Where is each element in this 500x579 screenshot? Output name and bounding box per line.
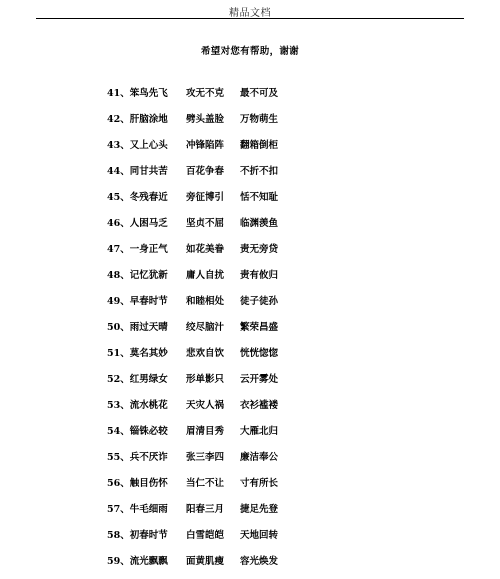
idiom-text: 冲锋陷阵	[186, 140, 225, 151]
idiom-text: 53、流水桃花	[107, 400, 168, 411]
idiom-text: 容光焕发	[240, 556, 279, 567]
list-item	[107, 319, 407, 345]
list-item	[107, 137, 407, 163]
list-item	[107, 293, 407, 319]
idiom-text: 如花美眷	[186, 244, 225, 255]
list-item	[107, 345, 407, 371]
idiom-text: 不折不扣	[240, 166, 279, 177]
idiom-text: 43、又上心头	[107, 140, 168, 151]
idiom-text: 51、莫名其妙	[107, 348, 168, 359]
idiom-text: 恬不知耻	[240, 192, 279, 203]
idiom-text: 50、雨过天晴	[107, 322, 168, 333]
list-item	[107, 423, 407, 449]
idiom-text: 衣衫褴褛	[240, 400, 279, 411]
idiom-text: 绞尽脑汁	[186, 322, 225, 333]
idiom-text: 大雁北归	[240, 426, 279, 437]
idiom-text: 46、人困马乏	[107, 218, 168, 229]
idiom-text: 56、触目伤怀	[107, 478, 168, 489]
idiom-text: 坚贞不屈	[186, 218, 225, 229]
idiom-text: 48、记忆犹新	[107, 270, 168, 281]
idiom-text: 云开雾处	[240, 374, 279, 385]
idiom-text: 58、初春时节	[107, 530, 168, 541]
idiom-text: 47、一身正气	[107, 244, 168, 255]
list-item	[107, 111, 407, 137]
idiom-text: 天灾人祸	[186, 400, 225, 411]
list-item	[107, 475, 407, 501]
idiom-text: 翻箱倒柜	[240, 140, 279, 151]
idiom-text: 最不可及	[240, 88, 279, 99]
idiom-text: 54、锱铢必较	[107, 426, 168, 437]
idiom-text: 阳春三月	[186, 504, 225, 515]
idiom-text: 天地回转	[240, 530, 279, 541]
idiom-text: 繁荣昌盛	[240, 322, 279, 333]
list-item	[107, 215, 407, 241]
idiom-text: 57、牛毛细雨	[107, 504, 168, 515]
idiom-text: 恍恍惚惚	[240, 348, 279, 359]
idiom-text: 万物萌生	[240, 114, 279, 125]
idiom-text: 49、早春时节	[107, 296, 168, 307]
list-item	[107, 397, 407, 423]
idiom-text: 旁征博引	[186, 192, 225, 203]
list-item	[107, 241, 407, 267]
idiom-text: 52、红男绿女	[107, 374, 168, 385]
idiom-text: 42、肝脑涂地	[107, 114, 168, 125]
idiom-text: 41、笨鸟先飞	[107, 88, 168, 99]
list-item	[107, 189, 407, 215]
idiom-text: 59、流光飘飘	[107, 556, 168, 567]
list-item	[107, 163, 407, 189]
idiom-text: 百花争春	[186, 166, 225, 177]
idiom-text: 捷足先登	[240, 504, 279, 515]
list-item	[107, 267, 407, 293]
idiom-text: 临渊羡鱼	[240, 218, 279, 229]
idiom-text: 面黄肌瘦	[186, 556, 225, 567]
list-item	[107, 371, 407, 397]
idiom-text: 55、兵不厌诈	[107, 452, 168, 463]
idiom-text: 悲欢自饮	[186, 348, 225, 359]
list-item	[107, 449, 407, 475]
idiom-text: 白雪皑皑	[186, 530, 225, 541]
idiom-text: 形单影只	[186, 374, 225, 385]
idiom-text: 劈头盖脸	[186, 114, 225, 125]
list-item	[107, 527, 407, 553]
idiom-text: 攻无不克	[186, 88, 225, 99]
idiom-text: 寸有所长	[240, 478, 279, 489]
idiom-list	[107, 85, 407, 579]
idiom-text: 45、冬残春近	[107, 192, 168, 203]
idiom-text: 庸人自扰	[186, 270, 225, 281]
idiom-text: 当仁不让	[186, 478, 225, 489]
list-item	[107, 501, 407, 527]
header-divider	[36, 18, 464, 19]
idiom-text: 徒子徒孙	[240, 296, 279, 307]
idiom-text: 44、同甘共苦	[107, 166, 168, 177]
idiom-text: 和睦相处	[186, 296, 225, 307]
idiom-text: 廉洁奉公	[240, 452, 279, 463]
list-item	[107, 553, 407, 579]
page-header-title: 精品文档	[229, 8, 271, 19]
closing-note: 希望对您有帮助，谢谢	[200, 46, 299, 57]
idiom-text: 责无旁贷	[240, 244, 279, 255]
idiom-text: 眉清目秀	[186, 426, 225, 437]
list-item	[107, 85, 407, 111]
idiom-text: 张三李四	[186, 452, 225, 463]
idiom-text: 责有攸归	[240, 270, 279, 281]
